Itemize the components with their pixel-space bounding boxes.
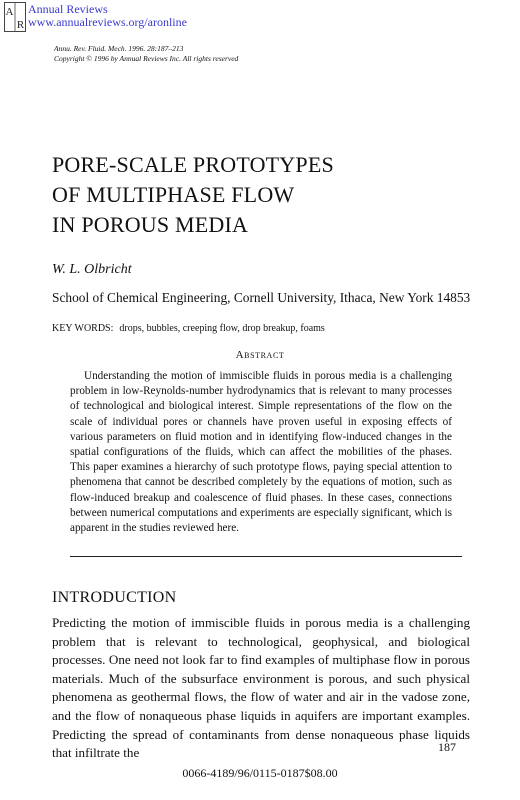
article-title: [52, 150, 472, 240]
svg-text:A: A: [5, 6, 14, 18]
author-name: W. L. Olbricht: [52, 262, 132, 277]
author-affiliation: School of Chemical Engineering, Cornell University, Ithaca, New York 14853: [52, 290, 471, 305]
introduction-heading: INTRODUCTION: [52, 589, 177, 606]
keywords-values: drops, bubbles, creeping flow, drop breakup, foams: [119, 323, 325, 334]
publisher-url-link[interactable]: www.annualreviews.org/aronline: [28, 15, 187, 29]
keywords: [52, 323, 325, 334]
page-number: 187: [438, 740, 456, 754]
svg-text:R: R: [16, 19, 25, 31]
title-line: IN POROUS MEDIA: [52, 212, 249, 237]
annual-reviews-logo: [4, 2, 26, 32]
section-divider: [70, 556, 462, 557]
introduction-text: Predicting the motion of immiscible fluids in porous media is a challenging problem that is relevant to technological, geophysical, and biological processes. One need not look far to find examples of multiphase flow in porous materials. Much of the subsurface environment is porous, and such physical phenomena as geothermal flows, the flow of water and air in the vadose zone, and the flow of nonaqueous phase liquids in aquifers are important examples. Predicting the spread of contaminants from dense nonaqueous phase liquids that infiltrate the: [52, 615, 470, 761]
citation-line: Annu. Rev. Fluid. Mech. 1996. 28:187–213: [54, 44, 184, 53]
abstract-text: Understanding the motion of immiscible fluids in porous media is a challenging problem in low-Reynolds-number hydrodynamics that is relevant to many processes of technological and biological interest. Simple representations of the flow on the scale of individual pores or channels have proven useful in exposing effects of various parameters on fluid motion and in identifying flow-induced changes in the spatial configurations of the fluids, which can affect the mobilities of the phases. This paper examines a hierarchy of such prototype flows, paying special attention to phenomena that cannot be described completely by the equations of motion, such as flow-induced breakup and coalescence of fluid phases. In these cases, connections between numerical computations and experiments are especially significant, which is apparent in the studies reviewed here.: [70, 370, 452, 535]
publisher-link[interactable]: Annual Reviews: [28, 2, 108, 16]
title-line: OF MULTIPHASE FLOW: [52, 182, 295, 207]
title-line: PORE-SCALE PROTOTYPES: [52, 152, 334, 177]
copyright-line: Copyright © 1996 by Annual Reviews Inc. All rights reserved: [54, 54, 239, 63]
keywords-label: KEY WORDS:: [52, 323, 114, 334]
footer-code: 0066-4189/96/0115-0187$08.00: [182, 766, 338, 780]
abstract-heading: Abstract: [235, 349, 285, 361]
